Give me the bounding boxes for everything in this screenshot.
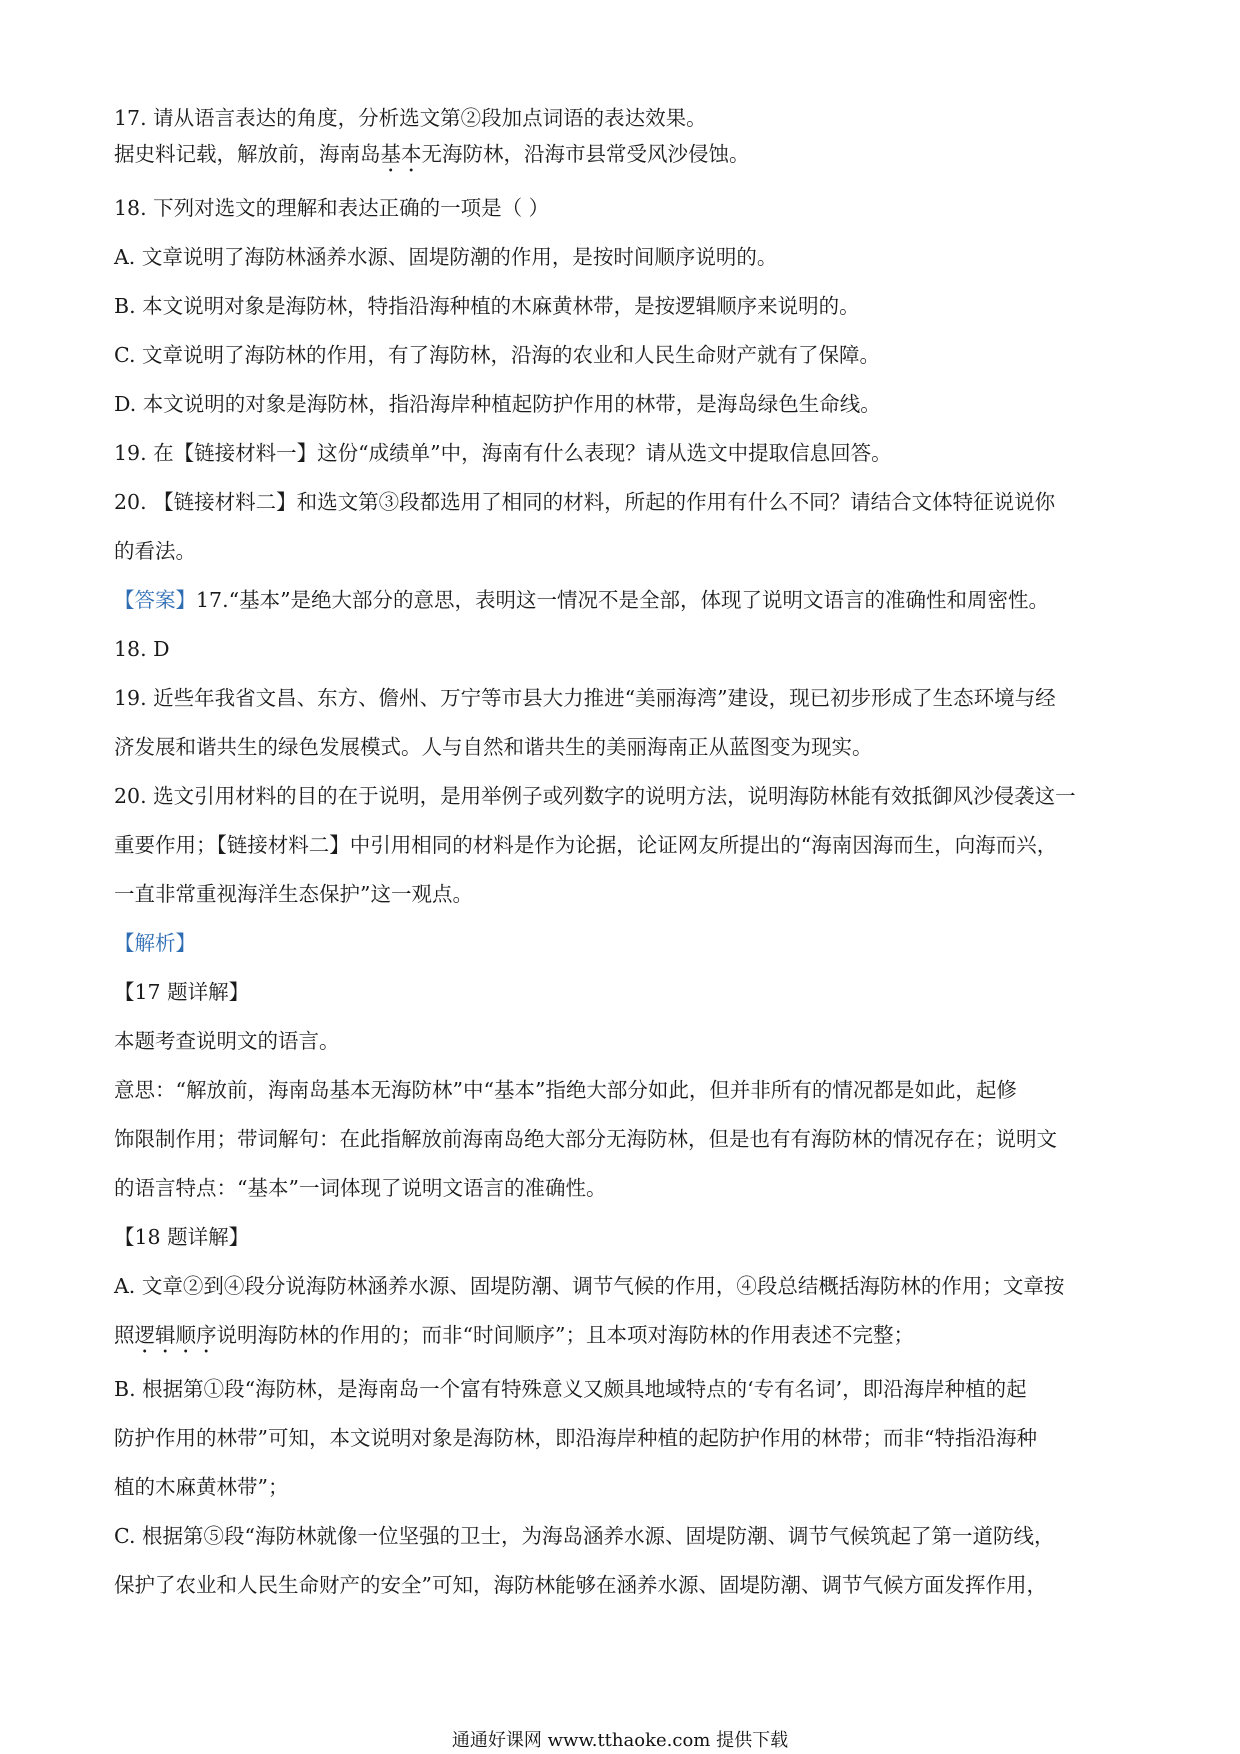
analysis-18-heading: 【18 题详解】 — [114, 1225, 250, 1249]
analysis-18-a: A. 文章②到④段分说海防林涵养水源、固堤防潮、调节气候的作用，④段总结概括海防林的作用；文章按 — [114, 1274, 1065, 1298]
analysis-text: 照 — [114, 1323, 135, 1347]
analysis-label: 【解析】 — [114, 931, 196, 955]
answer-20: 20. 选文引用材料的目的在于说明，是用举例子或列数字的说明方法，说明海防林能有效抵御风沙侵袭这一 — [114, 784, 1076, 808]
analysis-17-heading: 【17 题详解】 — [114, 980, 250, 1004]
answer-17-text: 17.“基本”是绝大部分的意思，表明这一情况不是全部，体现了说明文语言的准确性和周密性。 — [196, 588, 1050, 612]
page-footer: 通通好课网 www.tthaoke.com 提供下载 — [451, 1730, 789, 1751]
question-20-prompt: 20. 【链接材料二】和选文第③段都选用了相同的材料，所起的作用有什么不同？请结合文体特征说说你 — [114, 490, 1056, 514]
analysis-17-text: 意思：“解放前，海南岛基本无海防林”中“基本”指绝大部分如此，但并非所有的情况都是如此，起修 — [114, 1078, 1017, 1102]
answer-19: 19. 近些年我省文昌、东方、儋州、万宁等市县大力推进“美丽海湾”建设，现已初步形成了生态环境与经 — [114, 686, 1056, 710]
analysis-18-b: B. 根据第①段“海防林，是海南岛一个富有特殊意义又颇具地域特点的‘专有名词’，即沿海岸种植的起 — [114, 1377, 1027, 1401]
analysis-18-c: C. 根据第⑤段“海防林就像一位坚强的卫士，为海岛涵养水源、固堤防潮、调节气候筑起了第一道防线， — [114, 1524, 1055, 1548]
analysis-17-text: 饰限制作用；带词解句：在此指解放前海南岛绝大部分无海防林，但是也有有海防林的情况存在；说明文 — [114, 1127, 1057, 1151]
question-18-option-d: D. 本文说明的对象是海防林，指沿海岸种植起防护作用的林带，是海岛绿色生命线。 — [114, 392, 881, 416]
answer-17 — [114, 582, 1134, 618]
page-content — [114, 100, 1134, 1603]
question-18-option-a: A. 文章说明了海防林涵养水源、固堤防潮的作用，是按时间顺序说明的。 — [114, 245, 778, 269]
answer-20-cont: 一直非常重视海洋生态保护”这一观点。 — [114, 882, 473, 906]
analysis-17-intro: 本题考查说明文的语言。 — [114, 1029, 340, 1053]
analysis-18-c-cont: 保护了农业和人民生命财产的安全”可知，海防林能够在涵养水源、固堤防潮、调节气候方面发挥作用， — [114, 1573, 1047, 1597]
dotted-word: 基本 — [380, 142, 422, 166]
question-20-prompt-cont: 的看法。 — [114, 539, 196, 563]
analysis-18-b-cont: 植的木麻黄林带”； — [114, 1475, 289, 1499]
question-18-prompt: 18. 下列对选文的理解和表达正确的一项是（ ） — [114, 196, 550, 220]
quote-text: 无海防林，沿海市县常受风沙侵蚀。 — [421, 142, 750, 166]
answer-19-cont: 济发展和谐共生的绿色发展模式。人与自然和谐共生的美丽海南正从蓝图变为现实。 — [114, 735, 873, 759]
analysis-17-text: 的语言特点：“基本”一词体现了说明文语言的准确性。 — [114, 1176, 607, 1200]
answer-label: 【答案】 — [114, 588, 196, 612]
question-19-prompt: 19. 在【链接材料一】这份“成绩单”中，海南有什么表现？请从选文中提取信息回答。 — [114, 441, 892, 465]
question-17-prompt: 17. 请从语言表达的角度，分析选文第②段加点词语的表达效果。 — [114, 106, 707, 130]
quote-text: 据史料记载，解放前，海南岛 — [114, 142, 381, 166]
analysis-text: 说明海防林的作用的；而非“时间顺序”；且本项对海防林的作用表述不完整； — [216, 1323, 914, 1347]
analysis-18-b-cont: 防护作用的林带”可知，本文说明对象是海防林，即沿海岸种植的起防护作用的林带；而非“特指沿海种 — [114, 1426, 1037, 1450]
question-18-option-c: C. 文章说明了海防林的作用，有了海防林，沿海的农业和人民生命财产就有了保障。 — [114, 343, 880, 367]
analysis-18-a-cont — [114, 1317, 1134, 1358]
question-18-option-b: B. 本文说明对象是海防林，特指沿海种植的木麻黄林带，是按逻辑顺序来说明的。 — [114, 294, 860, 318]
dotted-word: 逻辑顺序 — [134, 1323, 217, 1347]
answer-18: 18. D — [114, 637, 170, 661]
answer-20-cont: 重要作用；【链接材料二】中引用相同的材料是作为论据，论证网友所提出的“海南因海而生，向海而兴， — [114, 833, 1058, 857]
question-17-quote — [114, 136, 1134, 177]
